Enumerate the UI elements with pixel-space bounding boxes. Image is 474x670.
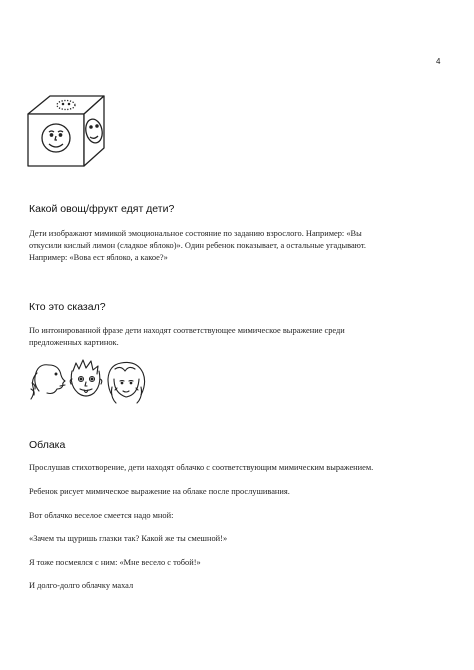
paragraph-line: Дети изображают мимикой эмоциональное состояние по заданию взрослого. Например: «Вы xyxy=(29,229,362,238)
paragraph-line: откусили кислый лимон (сладкое яблоко)». Один ребенок показывает, а остальные угадывают. xyxy=(29,241,366,250)
emotion-cube-illustration xyxy=(26,94,106,168)
paragraph-line: По интонированной фразе дети находят соответствующее мимическое выражение среди xyxy=(29,326,345,335)
children-faces-illustration xyxy=(27,357,152,405)
paragraph-line: Ребенок рисует мимическое выражение на облаке после прослушивания. xyxy=(29,487,290,496)
paragraph-line: Прослушав стихотворение, дети находят облачко с соответствующим мимическим выражением. xyxy=(29,463,374,472)
paragraph-line: Я тоже посмеялся с ним: «Мне весело с тобой!» xyxy=(29,558,201,567)
paragraph-line: предложенных картинок. xyxy=(29,338,119,347)
page-number: 4 xyxy=(436,57,441,66)
section-title-clouds: Облака xyxy=(29,439,66,451)
section-title-who-said: Кто это сказал? xyxy=(29,301,106,313)
paragraph-line: И долго-долго облачку махал xyxy=(29,581,134,590)
section-title-vegetable-fruit: Какой овощ/фрукт едят дети? xyxy=(29,203,175,215)
paragraph-line: «Зачем ты щуришь глазки так? Какой же ты смешной!» xyxy=(29,534,228,543)
paragraph-line: Например: «Вова ест яблоко, а какое?» xyxy=(29,253,168,262)
paragraph-line: Вот облачко веселое смеется надо мной: xyxy=(29,511,174,520)
